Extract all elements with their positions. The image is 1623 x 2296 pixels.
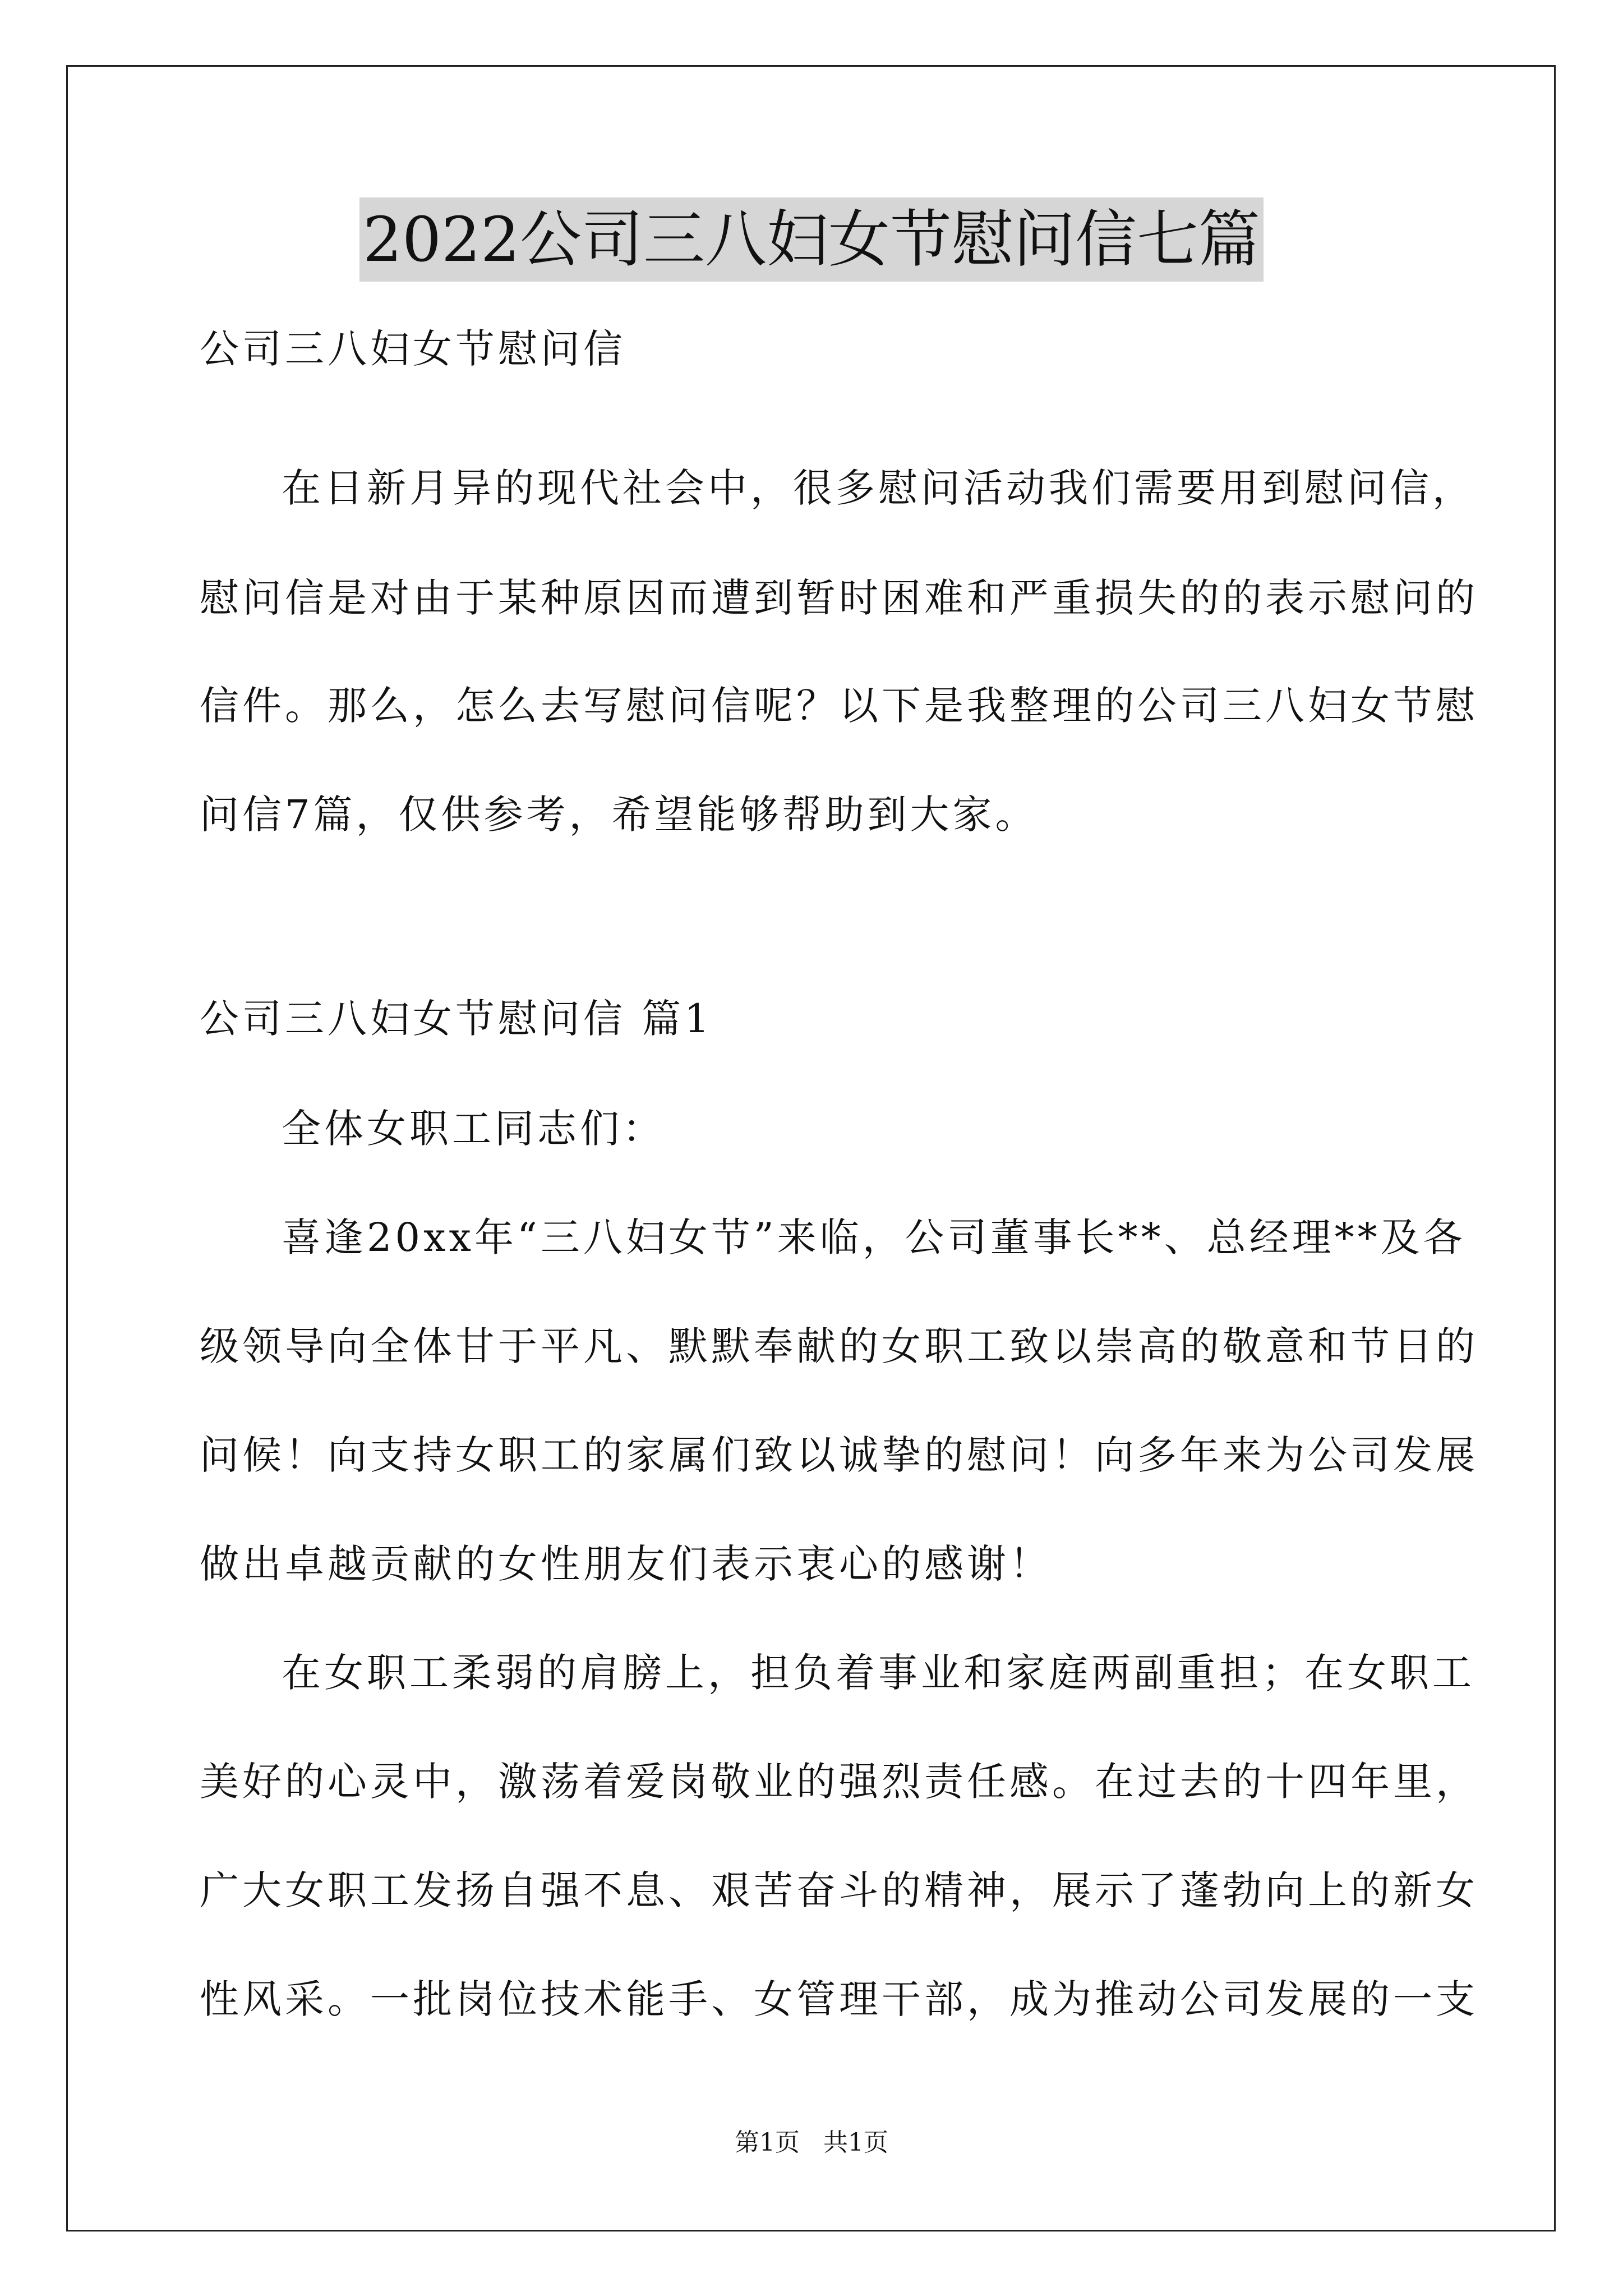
paragraph-line: 级领导向全体甘于平凡、默默奉献的女职工致以崇高的敬意和节日的 bbox=[200, 1323, 1478, 1369]
paragraph-line: 信件。那么，怎么去写慰问信呢？以下是我整理的公司三八妇女节慰 bbox=[200, 683, 1478, 729]
paragraph-line: 喜逢20xx年“三八妇女节”来临，公司董事长**、总经理**及各 bbox=[282, 1214, 1466, 1260]
title-container bbox=[0, 197, 1623, 282]
paragraph-line: 问信7篇，仅供参考，希望能够帮助到大家。 bbox=[200, 792, 1038, 838]
document-title: 2022公司三八妇女节慰问信七篇 bbox=[359, 197, 1264, 282]
page-footer: 第1页 共1页 bbox=[735, 2128, 888, 2157]
paragraph-line: 在日新月异的现代社会中，很多慰问活动我们需要用到慰问信， bbox=[282, 465, 1475, 511]
intro-heading: 公司三八妇女节慰问信 bbox=[200, 326, 626, 372]
paragraph-line: 慰问信是对由于某种原因而遭到暂时困难和严重损失的的表示慰问的 bbox=[200, 575, 1478, 621]
paragraph-line: 广大女职工发扬自强不息、艰苦奋斗的精神，展示了蓬勃向上的新女 bbox=[200, 1867, 1478, 1913]
paragraph-line: 在女职工柔弱的肩膀上，担负着事业和家庭两副重担；在女职工 bbox=[282, 1650, 1475, 1696]
salutation: 全体女职工同志们： bbox=[282, 1106, 665, 1152]
paragraph-line: 性风采。一批岗位技术能手、女管理干部，成为推动公司发展的一支 bbox=[200, 1976, 1478, 2022]
paragraph-line: 美好的心灵中，激荡着爱岗敬业的强烈责任感。在过去的十四年里， bbox=[200, 1759, 1478, 1805]
section-heading: 公司三八妇女节慰问信 篇1 bbox=[200, 996, 713, 1042]
paragraph-line: 做出卓越贡献的女性朋友们表示衷心的感谢！ bbox=[200, 1541, 1052, 1587]
paragraph-line: 问候！向支持女职工的家属们致以诚挚的慰问！向多年来为公司发展 bbox=[200, 1432, 1478, 1478]
